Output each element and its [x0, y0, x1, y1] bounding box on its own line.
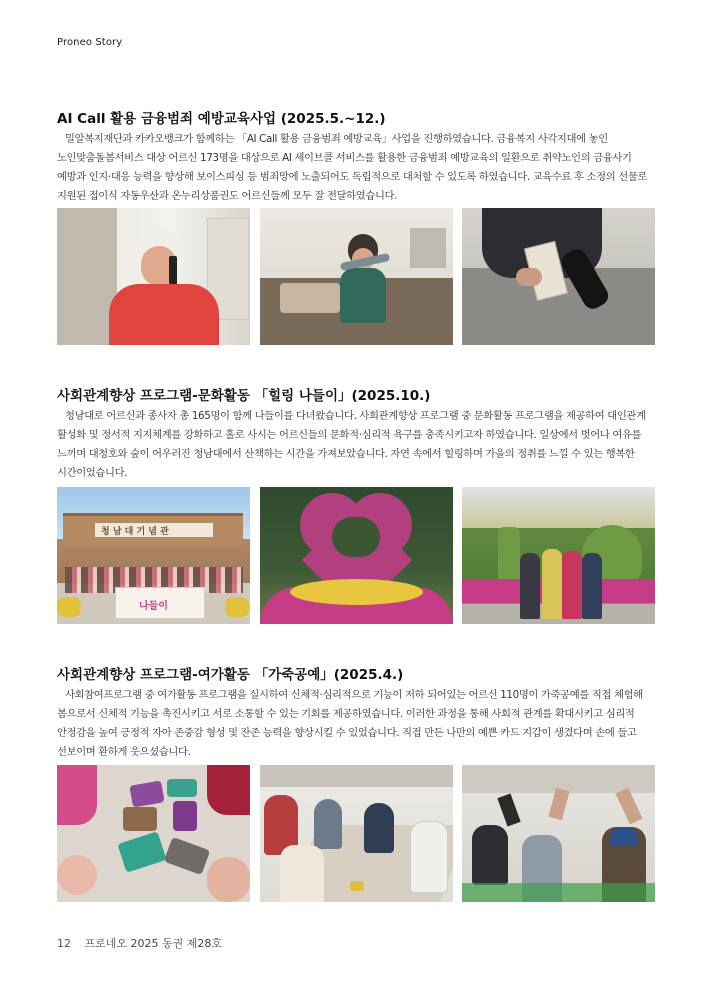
magazine-header-label: Proneo Story [57, 37, 123, 48]
photo-group-at-memorial-hall [57, 487, 250, 624]
photo-craft-class-table [260, 765, 453, 902]
photo-group-stretching [462, 765, 655, 902]
photo-umbrella-and-voucher [462, 208, 655, 345]
page-footer [57, 935, 222, 951]
photo-row-healing-outing [57, 487, 655, 624]
section-body: 밀알복지재단과 카카오뱅크가 함께하는 「AI Call 활용 금융범죄 예방교육」사업을 진행하였습니다. 금융복지 사각지대에 놓인 노인맞춤돌봄서비스 대상 어르신 173명을 대상으로 AI 세이브콜 서비스를 활용한 금융범죄 예방교육의 일환으로 취약노인의 금융사기 예방과 인지·대응 능력을 향상해 보이스피싱 등 범죄망에 노출되어도 독립적으로 대처할 수 있도록 하였습니다. 교육수료 후 소정의 선물로 지원된 접이식 자동우산과 온누리상품권도 어르신들께 모두 잘 전달하였습니다. [57, 133, 648, 202]
building-sign-text: 청 남 대 기 념 관 [101, 527, 169, 537]
photo-row-leather-craft [57, 765, 655, 902]
page-number: 12 [57, 937, 71, 950]
section-body: 사회참여프로그램 중 여가활동 프로그램을 실시하여 신체적·심리적으로 기능이 저하 되어있는 어르신 110명이 가죽공예를 직접 체험해 봄으로서 신체적 기능을 촉진시키고 서로 소통할 수 있는 기회를 제공하였습니다. 이러한 과정을 통해 사회적 관계를 확대시키고 심리적 안정감을 높여 긍정적 자아 존중감 형성 및 잔존 능력을 향상시킬 수 있었습니다. 직접 만든 나만의 예쁜 카드 지갑이 생겼다며 손에 들고 선보이며 환하게 웃으셨습니다. [57, 689, 643, 758]
photo-row-ai-call [57, 208, 655, 345]
photo-flower-heart-sculpture [260, 487, 453, 624]
section-leather-craft [57, 666, 655, 762]
publication-name: 프로네오 2025 동권 제28호 [84, 937, 222, 950]
photo-elder-with-umbrella [260, 208, 453, 345]
photo-group-at-topiary [462, 487, 655, 624]
section-title: 사회관계향상 프로그램-여가활동 「가죽공예」(2025.4.) [57, 667, 404, 683]
photo-leather-card-wallets [57, 765, 250, 902]
section-title: AI Call 활용 금융범죄 예방교육사업 (2025.5.~12.) [57, 111, 386, 127]
section-body: 청남대로 어르신과 종사자 총 165명이 함께 나들이를 다녀왔습니다. 사회관계향상 프로그램 중 문화활동 프로그램을 제공하여 대인관계 활성화 및 정서적 지지체계를 강화하고 홀로 사시는 어르신들의 문화적·심리적 욕구를 충족시키고자 하였습니다. 일상에서 벗어나 여유를 느끼며 대청호와 숲이 어우러진 청남대에서 산책하는 시간을 가져보았습니다. 자연 속에서 힐링하며 가을의 정취를 느낄 수 있는 행복한 시간이었습니다. [57, 410, 646, 479]
section-title: 사회관계향상 프로그램-문화활동 「힐링 나들이」(2025.10.) [57, 388, 431, 404]
section-ai-call [57, 110, 655, 206]
photo-elder-on-phone [57, 208, 250, 345]
section-healing-outing [57, 387, 655, 483]
outing-banner-text: 나들이 [139, 601, 168, 612]
